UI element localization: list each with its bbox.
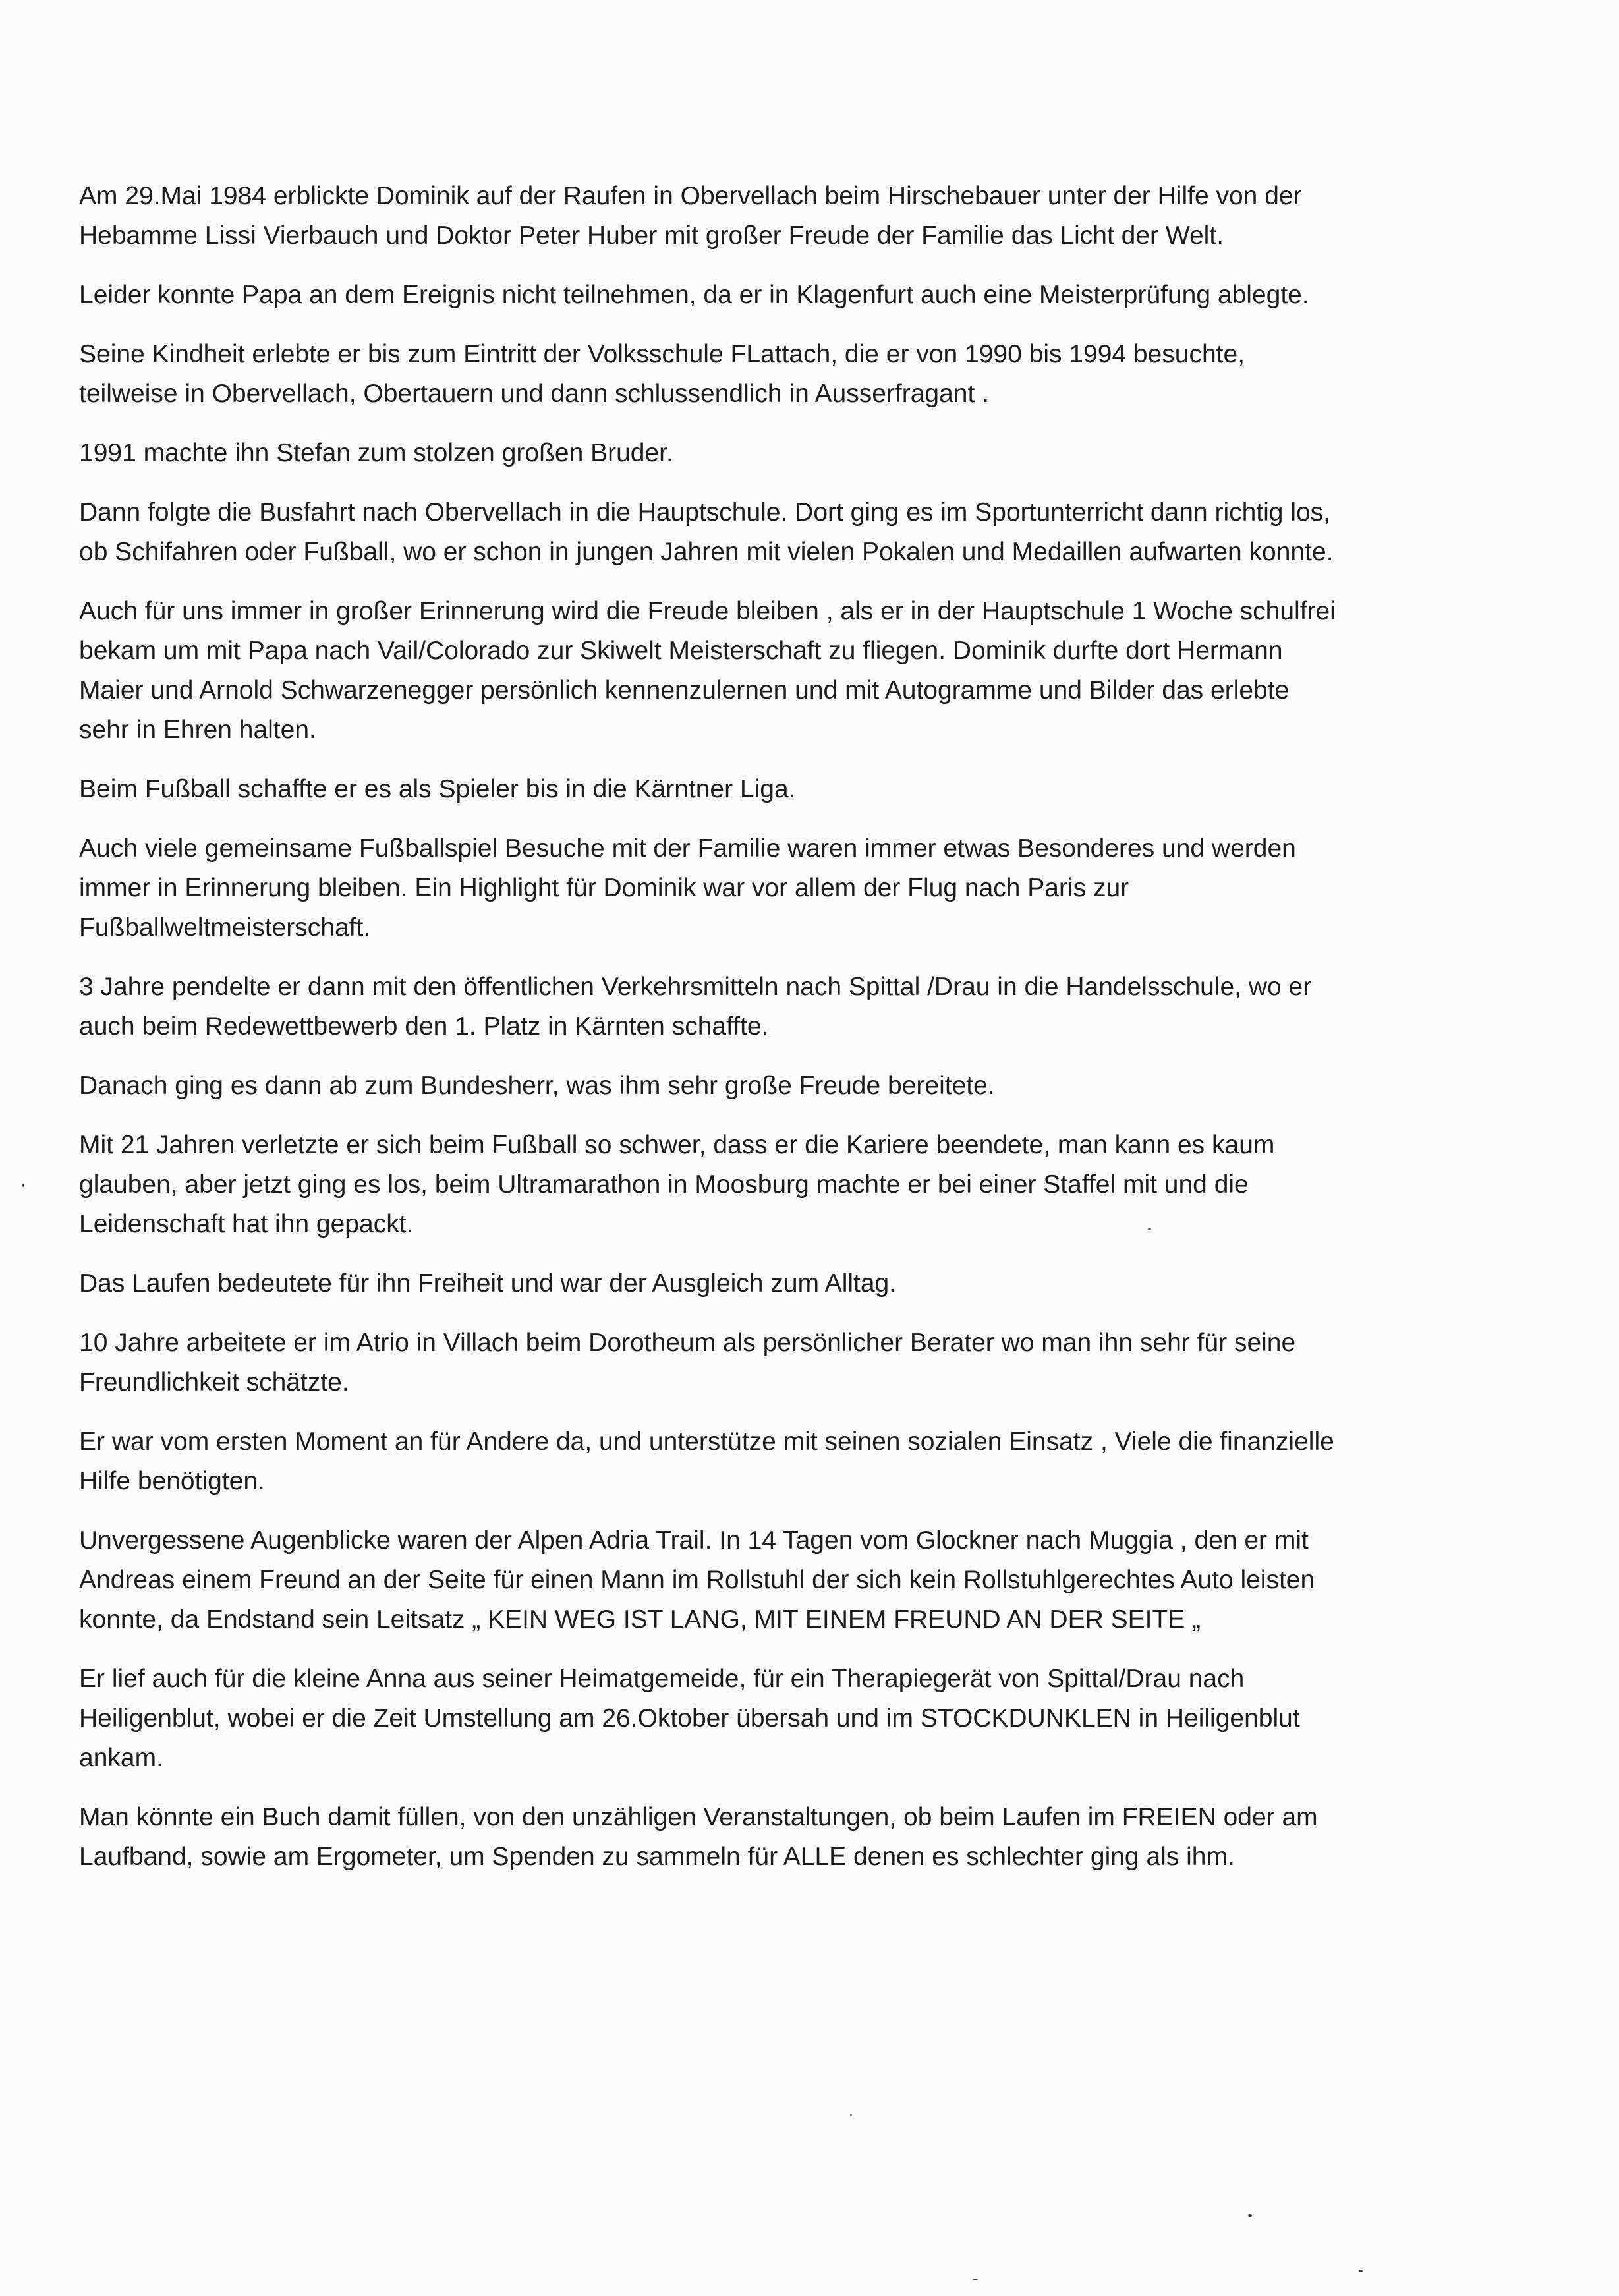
paragraph-hauptschule: Dann folgte die Busfahrt nach Obervellach in die Hauptschule. Dort ging es im Sportunterricht dann richtig los, ob Schifahren oder Fußball, wo er schon in jungen Jahren mit vielen Pokalen und Medaillen aufwarten konnte. [79, 498, 1334, 566]
paragraph-brother: 1991 machte ihn Stefan zum stolzen großen Bruder. [79, 439, 673, 467]
scan-speck [1248, 2214, 1252, 2217]
scan-speck [22, 1184, 24, 1187]
paragraph-football-league: Beim Fußball schaffte er es als Spieler bis in die Kärntner Liga. [79, 775, 796, 803]
paragraph-anna-run: Er lief auch für die kleine Anna aus seiner Heimatgemeide, für ein Therapiegerät von Spittal/Drau nach Heiligenblut, wobei er die Zeit Umstellung am 26.Oktober übersah und im STOCKDUNKLEN in Heiligenblut ankam. [79, 1665, 1300, 1772]
paragraph-injury-running: Mit 21 Jahren verletzte er sich beim Fußball so schwer, dass er die Kariere beendete, man kann es kaum glauben, aber jetzt ging es los, beim Ultramarathon in Moosburg machte er bei einer Staffel mit und die Leidenschaft hat ihn gepackt. [79, 1131, 1275, 1238]
paragraph-book: Man könnte ein Buch damit füllen, von den unzähligen Veranstaltungen, ob beim Laufen im FREIEN oder am Laufband, sowie am Ergometer, um Spenden zu sammeln für ALLE denen es schlechter ging als ihm. [79, 1803, 1318, 1871]
paragraph-birth: Am 29.Mai 1984 erblickte Dominik auf der Raufen in Obervellach beim Hirschebauer unter der Hilfe von der Hebamme Lissi Vierbauch und Doktor Peter Huber mit großer Freude der Familie das Licht der Welt. [79, 182, 1302, 250]
paragraph-bundesheer: Danach ging es dann ab zum Bundesherr, was ihm sehr große Freude bereitete. [79, 1072, 995, 1100]
scan-speck [850, 2114, 852, 2116]
paragraph-football-visits: Auch viele gemeinsame Fußballspiel Besuche mit der Familie waren immer etwas Besonderes und werden immer in Erinnerung bleiben. Ein Highlight für Dominik war vor allem der Flug nach Paris zur Fußballweltmeisterschaft. [79, 834, 1296, 942]
paragraph-handelsschule: 3 Jahre pendelte er dann mit den öffentlichen Verkehrsmitteln nach Spittal /Drau in die Handelsschule, wo er auch beim Redewettbewerb den 1. Platz in Kärnten schaffte. [79, 973, 1312, 1041]
paragraph-childhood: Seine Kindheit erlebte er bis zum Eintritt der Volksschule FLattach, die er von 1990 bis 1994 besuchte, teilweise in Obervellach, Obertauern und dann schlussendlich in Ausserfragant . [79, 340, 1245, 408]
paragraph-freedom: Das Laufen bedeutete für ihn Freiheit und war der Ausgleich zum Alltag. [79, 1269, 897, 1298]
document-body [79, 177, 1344, 1897]
paragraph-alpe-adria-trail: Unvergessene Augenblicke waren der Alpen Adria Trail. In 14 Tagen vom Glockner nach Muggia , den er mit Andreas einem Freund an der Seite für einen Mann im Rollstuhl der sich kein Rollstuhlgerechtes Auto leisten konnte, da Endstand sein Leitsatz „ KEIN WEG IST LANG, MIT EINEM FREUND AN DER SEITE „ [79, 1526, 1315, 1634]
paragraph-vail-trip: Auch für uns immer in großer Erinnerung wird die Freude bleiben , als er in der Hauptschule 1 Woche schulfrei bekam um mit Papa nach Vail/Colorado zur Skiwelt Meisterschaft zu fliegen. Dominik durfte dort Hermann Maier und Arnold Schwarzenegger persönlich kennenzulernen und mit Autogramme und Bilder das erlebte sehr in Ehren halten. [79, 597, 1336, 744]
scan-speck [973, 2279, 978, 2280]
scan-speck [1148, 1228, 1151, 1230]
paragraph-father-exam: Leider konnte Papa an dem Ereignis nicht teilnehmen, da er in Klagenfurt auch eine Meisterprüfung ablegte. [79, 281, 1309, 309]
scan-speck [1359, 2270, 1363, 2272]
paragraph-social: Er war vom ersten Moment an für Andere da, und unterstütze mit seinen sozialen Einsatz , Viele die finanzielle Hilfe benötigten. [79, 1427, 1334, 1495]
paragraph-dorotheum: 10 Jahre arbeitete er im Atrio in Villach beim Dorotheum als persönlicher Berater wo man ihn sehr für seine Freundlichkeit schätzte. [79, 1329, 1296, 1396]
